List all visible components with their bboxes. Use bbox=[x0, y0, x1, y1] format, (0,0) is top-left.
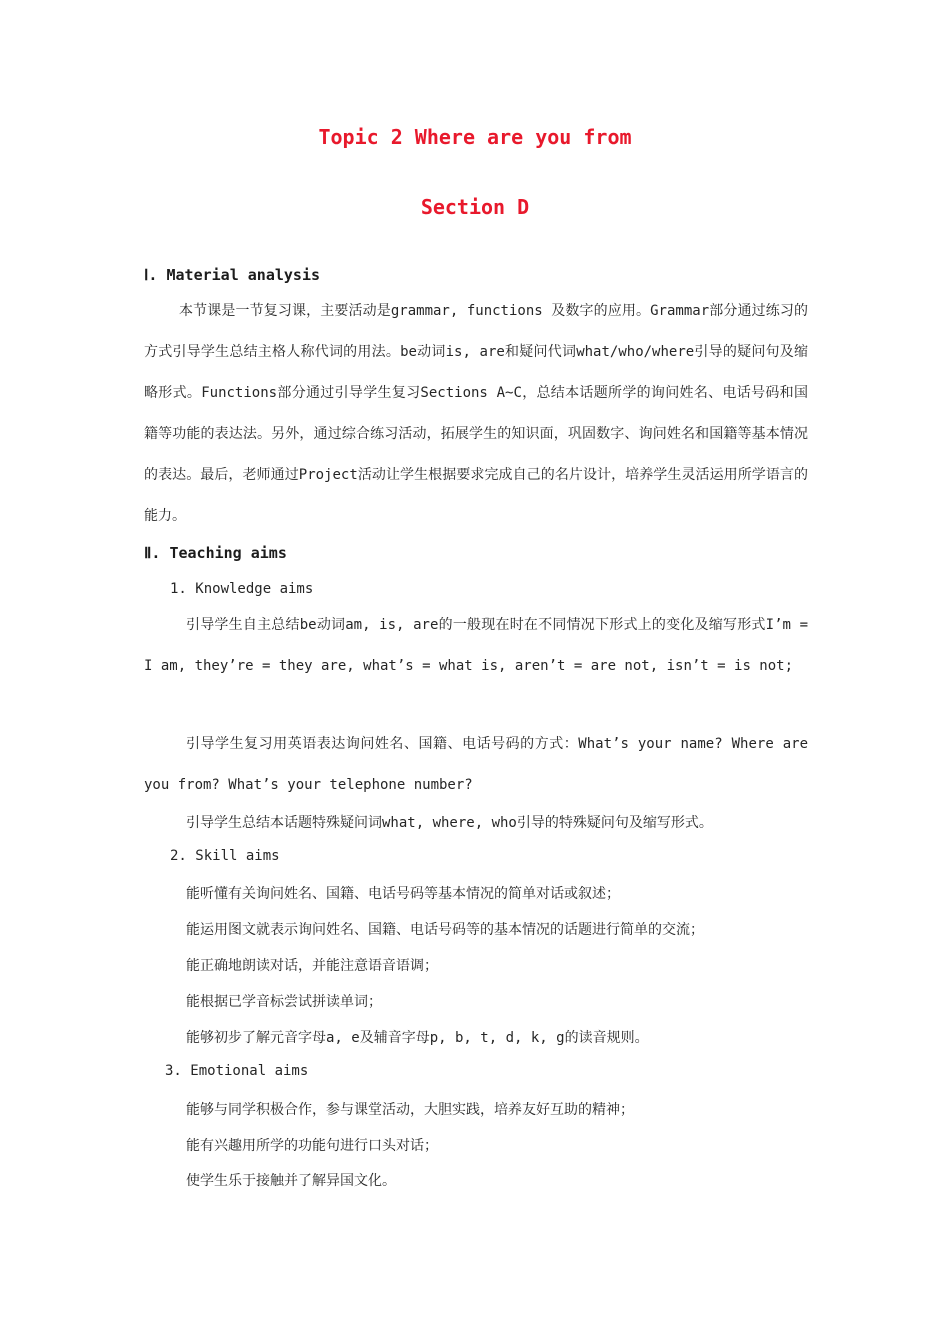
knowledge-aims-paragraph-3: 引导学生总结本话题特殊疑问词what, where, who引导的特殊疑问句及缩写形式。 bbox=[186, 815, 713, 831]
emotional-aim-item: 能够与同学积极合作，参与课堂活动，大胆实践，培养友好互助的精神； bbox=[186, 1102, 634, 1118]
skill-aim-item: 能运用图文就表示询问姓名、国籍、电话号码等的基本情况的话题进行简单的交流； bbox=[186, 922, 704, 938]
emotional-aims-label: 3. Emotional aims bbox=[165, 1063, 309, 1079]
emotional-aim-item: 使学生乐于接触并了解异国文化。 bbox=[186, 1173, 396, 1189]
skill-aims-label: 2. Skill aims bbox=[170, 848, 280, 864]
skill-aim-item: 能够初步了解元音字母a, e及辅音字母p, b, t, d, k, g的读音规则。 bbox=[186, 1030, 649, 1046]
knowledge-aims-paragraph-1: 引导学生自主总结be动词am, is, are的一般现在时在不同情况下形式上的变化及缩写形式I’m = I am, they’re = they are, what’s = what is, aren’t = are not, isn’t = is not; bbox=[144, 617, 808, 674]
emotional-aim-item: 能有兴趣用所学的功能句进行口头对话； bbox=[186, 1138, 438, 1154]
material-analysis-heading: Ⅰ. Material analysis bbox=[144, 266, 321, 284]
section-title: Section D bbox=[420, 195, 530, 219]
skill-aim-item: 能正确地朗读对话，并能注意语音语调； bbox=[186, 958, 438, 974]
skill-aim-item: 能听懂有关询问姓名、国籍、电话号码等基本情况的简单对话或叙述； bbox=[186, 886, 620, 902]
skill-aim-item: 能根据已学音标尝试拼读单词； bbox=[186, 994, 382, 1010]
knowledge-aims-paragraph-2: 引导学生复习用英语表达询问姓名、国籍、电话号码的方式：What’s your name? Where are you from? What’s your telephone number? bbox=[144, 736, 808, 793]
material-analysis-paragraph: 本节课是一节复习课，主要活动是grammar, functions 及数字的应用。Grammar部分通过练习的方式引导学生总结主格人称代词的用法。be动词is, are和疑问代词what/who/where引导的疑问句及缩略形式。Functions部分通过引导学生复习Sections A~C，总结本话题所学的询问姓名、电话号码和国籍等功能的表达法。另外，通过综合练习活动，拓展学生的知识面，巩固数字、询问姓名和国籍等基本情况的表达。最后，老师通过Project活动让学生根据要求完成自己的名片设计，培养学生灵活运用所学语言的能力。 bbox=[144, 303, 808, 524]
teaching-aims-heading: Ⅱ. Teaching aims bbox=[144, 544, 287, 562]
knowledge-aims-label: 1. Knowledge aims bbox=[170, 581, 314, 597]
document-title: Topic 2 Where are you from bbox=[318, 125, 632, 149]
